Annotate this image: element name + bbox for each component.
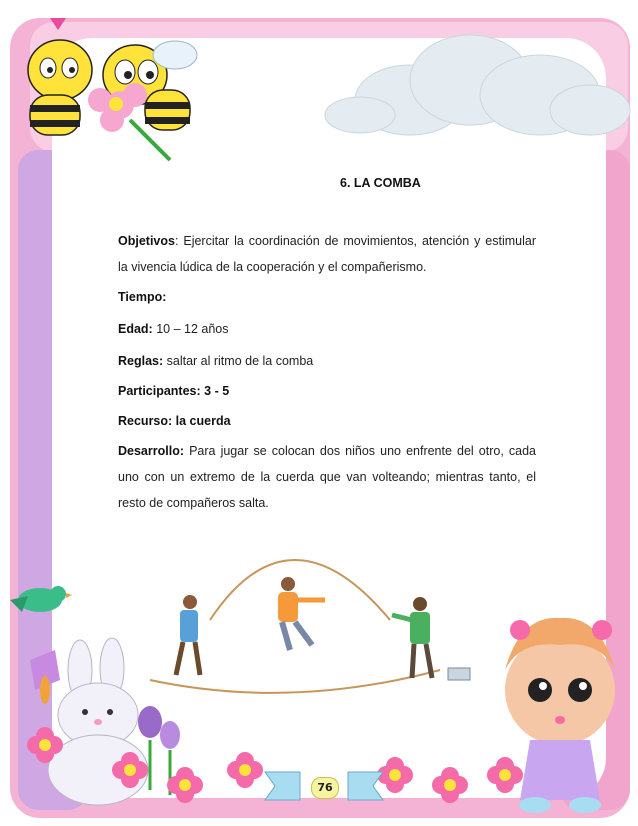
reglas-line <box>118 354 313 368</box>
section-title: 6. LA COMBA <box>340 176 421 190</box>
edad-label: Edad: <box>118 322 153 336</box>
desarrollo-text: Para jugar se colocan dos niños uno enfrente del otro, cada uno con un extremo de la cuerda que van volteando; mientras tanto, el resto de compañeros salta. <box>118 444 536 510</box>
desarrollo-label: Desarrollo: <box>118 444 184 458</box>
edad-line <box>118 322 229 336</box>
participantes-label: Participantes: 3 - 5 <box>118 384 230 398</box>
reglas-value: saltar al ritmo de la comba <box>163 354 314 368</box>
page-number: 76 <box>311 777 339 799</box>
reglas-label: Reglas: <box>118 354 164 368</box>
tiempo-label: Tiempo: <box>118 290 167 304</box>
desarrollo-paragraph <box>118 438 536 516</box>
edad-value: 10 – 12 años <box>152 322 229 336</box>
tiempo-line <box>118 290 166 304</box>
participantes-line <box>118 384 229 398</box>
objetivos-text: : Ejercitar la coordinación de movimientos, atención y estimular la vivencia lúdica de la cooperación y el compañerismo. <box>118 234 536 274</box>
recurso-line <box>118 414 231 428</box>
recurso-label: Recurso: la cuerda <box>118 414 231 428</box>
objetivos-paragraph <box>118 228 536 280</box>
objetivos-label: Objetivos <box>118 234 175 248</box>
